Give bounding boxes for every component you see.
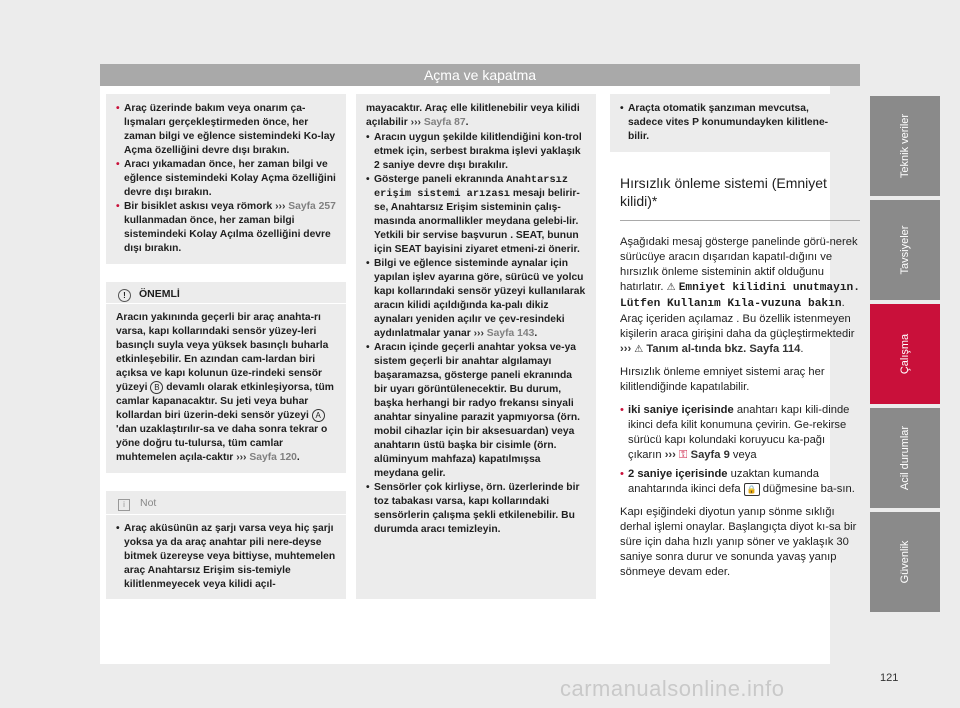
note-title: Not xyxy=(140,497,157,509)
list-item: • Araç üzerinde bakım veya onarım ça-lışmaları gerçekleştirmeden önce, her zaman bilgi ve eğlence sistemindeki Ko-lay Açma özelliğini devre dışı bırakın. xyxy=(116,102,338,158)
arrow-ref-icon: ››› xyxy=(236,452,247,463)
paragraph: Aşağıdaki mesaj gösterge panelinde görü-nerek sürücüye aracın dışarıdan kapatıl-dığını ve hırsızlık önleme sisteminin aktif olduğunu hatırlatır. ⚠ Emniyet kilidini unutmayın. Lütfen Kullanım Kıla-vuzuna bakın. Araç içeriden açılamaz . Bu özellik istenmeyen kişilerin araca girişini daha da güçleştirmektedir ››› ⚠ Tanım al-tında bkz. Sayfa 114. xyxy=(620,236,860,355)
warning-bullets-box xyxy=(106,94,346,264)
notice-header xyxy=(106,282,346,304)
watermark: carmanualsonline.info xyxy=(560,676,785,701)
tab-calisma[interactable]: Çalışma xyxy=(870,304,940,404)
page-header: Açma ve kapatma xyxy=(100,64,860,86)
page-link[interactable]: Sayfa 87 xyxy=(423,117,466,128)
paragraph: Hırsızlık önleme emniyet sistemi araç her kilitlendiğinde kapatılabilir. xyxy=(620,366,825,393)
column-right xyxy=(610,94,860,588)
warning-triangle-icon: ⚠ xyxy=(634,344,644,355)
list-item: • Aracı yıkamadan önce, her zaman bilgi ve eğlence sistemindeki Kolay Açma özelliğini devre dışı bırakın. xyxy=(116,158,338,200)
notice-title: ÖNEMLİ xyxy=(139,288,180,300)
info-icon: i xyxy=(118,499,130,511)
tab-guvenlik[interactable]: Güvenlik xyxy=(870,512,940,612)
column-middle xyxy=(356,94,596,599)
column-left xyxy=(106,94,346,599)
note-body xyxy=(106,515,346,599)
list-item: • Araç aküsünün az şarjı varsa veya hiç şarjı yoksa ya da araç anahtar pili nere-deyse bitmek üzereyse veya bittiyse, muhtemelen araç Anahtarsız Erişim sis-temiyle kilitlenmeyecek veya kilidi açıl- xyxy=(116,522,338,592)
list-item: • Sensörler çok kirliyse, örn. üzerlerinde bir toz tabakası varsa, kapı kollarındaki sensörlerin çalışma şekli etkilenebilir. Bu durumda aracı temizleyin. xyxy=(366,481,588,537)
notice-body: Aracın yakınında geçerli bir araç anahta-rı varsa, kapı kollarındaki sensör yüzey-leri basınçlı suyla veya yüksek basınçlı buharla etkinleşebilir. En azından cam-lardan biri açıksa ve kapı kolunun üze-rindeki sensör yüzeyi B devamlı olarak etkinleşiyorsa, tüm camlar kapanacaktır. Su jeti veya buhar kollardan biri üzerin-deki sensör yüzeyi A'dan uzaklaştırılır-sa ve daha sonra tekrar o yöne doğru tu-tulursa, tüm camlar muhtemelen açıla-caktır ››› Sayfa 120. xyxy=(116,312,334,463)
list-item: • Bir bisiklet askısı veya römork ››› Sayfa 257 kullanmadan önce, her zaman bilgi sistemindeki Kolay Açılma özelliğini devre dışı bırakın. xyxy=(116,200,338,256)
section-body xyxy=(620,235,860,580)
arrow-ref-icon: ››› xyxy=(275,201,286,212)
list-item: • Bilgi ve eğlence sisteminde aynalar için yapılan işlev ayarına göre, sürücü ve yolcu kapı kollarındaki sensör yüzeyi kullanılarak aracın kilidi açıldığında ka-palı dikiz aynaları yeniden açılır ve çev-resindeki aydınlatmalar yanar ››› Sayfa 143. xyxy=(366,257,588,341)
list-item: • iki saniye içerisinde anahtarı kapı kili-dinde ikinci defa kilit konumuna çevirin. Ge-rekirse sürücü kapı kolundaki koruyucu ka-pağı çıkarın ››› ⚿ Sayfa 9 veya xyxy=(620,403,860,463)
intro-text: mayacaktır. Araç elle kilitlenebilir veya kilidi açılabilir ››› Sayfa 87. xyxy=(366,103,580,128)
note-box xyxy=(106,491,346,599)
note-continuation-box xyxy=(356,94,596,599)
tab-acil-durumlar[interactable]: Acil durumlar xyxy=(870,408,940,508)
page-link[interactable]: Sayfa 257 xyxy=(288,201,336,212)
note-header xyxy=(106,491,346,515)
callout-b-icon: B xyxy=(150,381,163,394)
arrow-ref-icon: ››› xyxy=(410,117,421,128)
tab-teknik-veriler[interactable]: Teknik veriler xyxy=(870,96,940,196)
callout-a-icon: A xyxy=(312,409,325,422)
list-item: • Gösterge paneli ekranında Anahtarsız erişim sistemi arızası mesajı belirir-se, Anahtarsız Erişim sisteminin çalış-masında anormallikler meydana gelebi-lir. Yetkili bir servise başvurun . SEAT, bunun için SEAT bayisini ziyaret etmeni-zi önerir. xyxy=(366,173,588,257)
paragraph: Kapı eşiğindeki diyotun yanıp sönme sıklığı derhal işlemi onaylar. Başlangıçta diyot kı-sa bir süre için daha hızlı yanıp söner ve yaklaşık 30 saniye sonra durur ve sonunda yavaş yanıp sönmeye devam eder. xyxy=(620,506,857,578)
exclamation-icon: ! xyxy=(118,289,131,302)
notice-box xyxy=(106,282,346,473)
page-link[interactable]: Tanım al-tında bkz. Sayfa 114 xyxy=(646,343,801,355)
list-item: • Aracın içinde geçerli anahtar yoksa ve-ya sistem geçerli bir anahtar algılamayı başaramazsa, gösterge paneli ekranında bir uyarı görüntülenecektir. Bu durum, başka herhangi bir radyo frekansı sinyali anahtar sinyaline parazit yapmıyorsa (örn. mobil cihazlar için bir aksesuardan) veya anahtarın üstü başka bir cisimle (örn. alüminyum mahfaza) kapatılmışsa meydana gelir. xyxy=(366,341,588,481)
page-link[interactable]: Sayfa 143 xyxy=(486,328,535,339)
key-icon: ⚿ xyxy=(678,449,688,461)
page-link[interactable]: Sayfa 120 xyxy=(249,452,297,463)
warning-triangle-icon: ⚠ xyxy=(666,282,676,293)
page-link[interactable]: Sayfa 9 xyxy=(690,449,730,461)
list-item: • Aracın uygun şekilde kilitlendiğini kon-trol etmek için, serbest bırakma işlevi yaklaşık 2 saniye devre dışı bırakılır. xyxy=(366,131,588,173)
arrow-ref-icon: ››› xyxy=(620,343,632,355)
page-number: 121 xyxy=(880,672,899,684)
tab-tavsiyeler[interactable]: Tavsiyeler xyxy=(870,200,940,300)
note-continuation-box xyxy=(610,94,850,152)
list-item: • Araçta otomatik şanzıman mevcutsa, sadece vites P konumundayken kilitlene-bilir. xyxy=(620,102,842,144)
arrow-ref-icon: ››› xyxy=(473,328,484,339)
lock-button-icon: 🔒 xyxy=(744,483,760,496)
section-title: Hırsızlık önleme sistemi (Emniyet kilidi)* xyxy=(620,174,860,221)
arrow-ref-icon: ››› xyxy=(664,449,676,461)
list-item: • 2 saniye içerisinde uzaktan kumanda anahtarında ikinci defa 🔒 düğmesine ba-sın. xyxy=(620,467,860,497)
